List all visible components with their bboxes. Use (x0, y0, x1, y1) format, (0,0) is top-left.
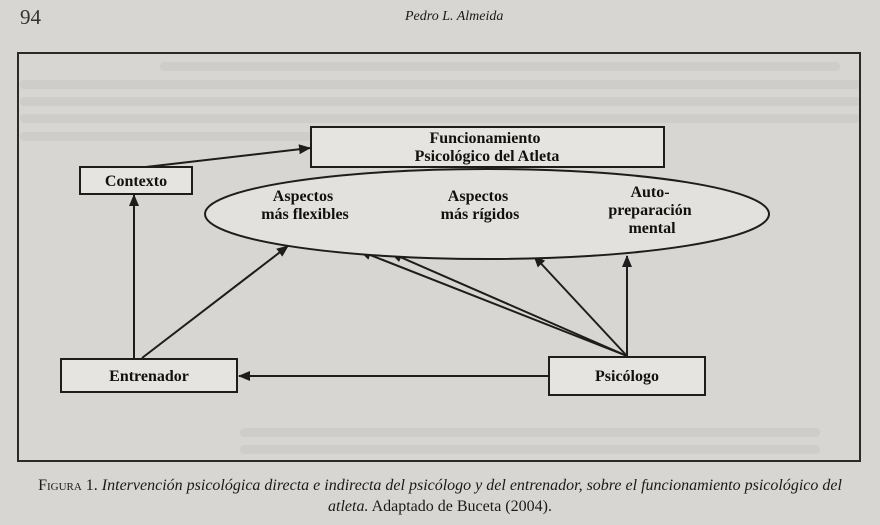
contexto-line: Contexto (104, 173, 168, 190)
autopreparacion-line: preparación (608, 202, 692, 219)
psicologo-line: Psicólogo (595, 368, 659, 385)
funcionamiento-label (415, 130, 560, 165)
flexibles-line: más flexibles (261, 206, 349, 223)
flexibles-line: Aspectos (272, 188, 334, 205)
entrenador-line: Entrenador (109, 368, 189, 385)
running-head: Pedro L. Almeida (405, 9, 504, 24)
autopreparacion-line: mental (628, 220, 676, 237)
page-number: 94 (20, 5, 41, 29)
contexto-label (105, 173, 167, 190)
flexibles-label (261, 188, 349, 223)
rigidos-line: más rígidos (440, 206, 520, 223)
caption-source: Adaptado de Buceta (2004). (371, 498, 552, 515)
bleed-through-line (240, 428, 820, 437)
psicologo-label (595, 368, 659, 385)
arrow-contexto-to-funcionamiento (137, 148, 310, 168)
bleed-through-line (240, 445, 820, 454)
rigidos-line: Aspectos (447, 188, 509, 205)
caption-italic-text: Intervención psicológica directa e indirecta del psicólogo y del entrenador, sobre el funcionamiento psicológico del atleta. (101, 477, 842, 515)
arrow-psicologo-to-rigidos-2 (534, 256, 627, 356)
arrow-psicologo-to-flexibles (360, 251, 627, 356)
arrow-psicologo-to-rigidos (391, 253, 627, 356)
funcionamiento-line: Psicológico del Atleta (414, 148, 560, 165)
entrenador-label (109, 368, 189, 385)
figure-caption (20, 475, 860, 517)
funcionamiento-line: Funcionamiento (429, 130, 541, 147)
arrow-entrenador-to-flexibles (142, 246, 288, 358)
rigidos-label (441, 188, 520, 223)
caption-label: Figura 1. (38, 477, 98, 494)
autopreparacion-line: Auto- (630, 184, 670, 201)
